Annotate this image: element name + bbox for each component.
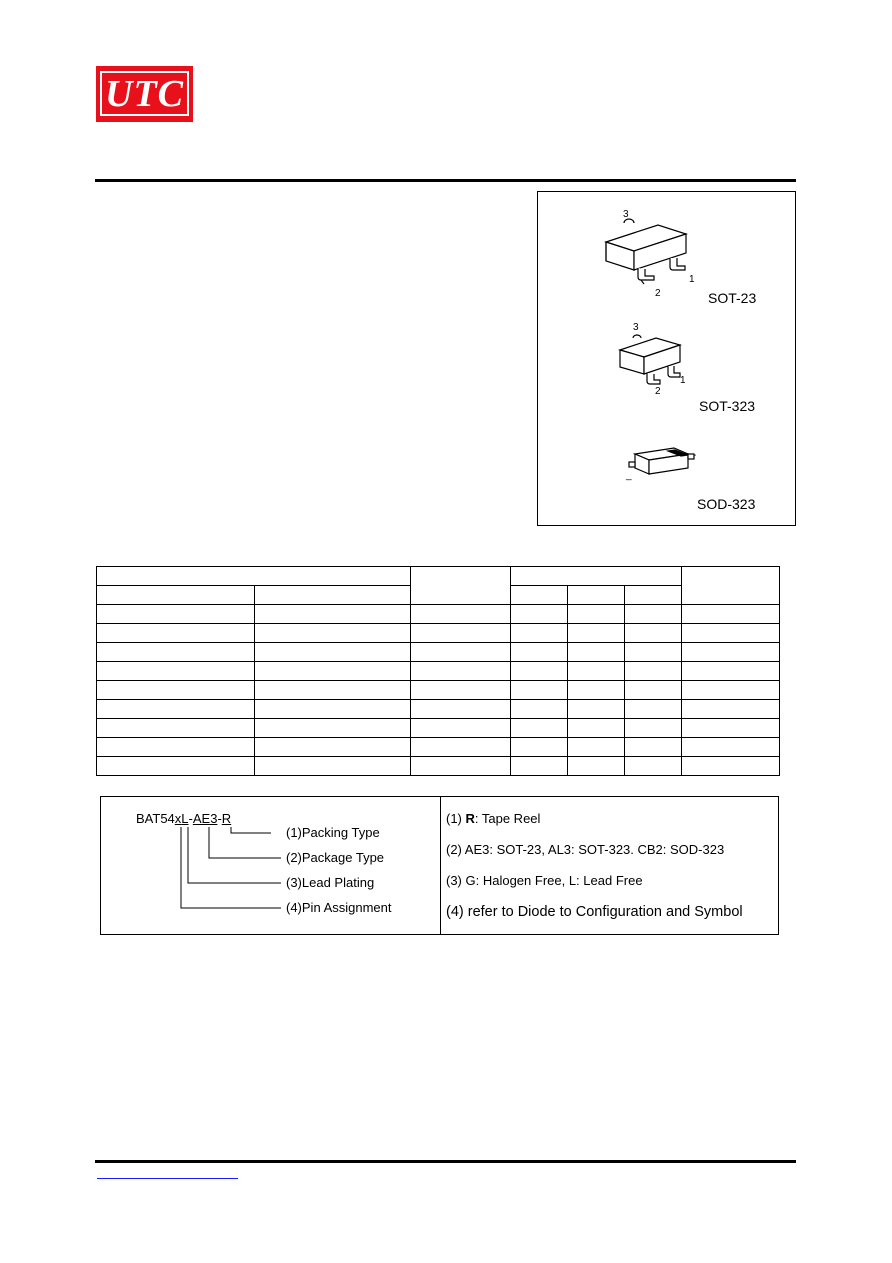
utc-logo: [96, 66, 193, 122]
table-row: [97, 643, 780, 662]
specification-table: [96, 566, 780, 776]
table-cell: [97, 586, 255, 605]
table-header-cell: [511, 567, 682, 586]
code-packing-type: R: [221, 811, 232, 826]
package-outline-box: [537, 191, 796, 526]
table-row: [97, 681, 780, 700]
header-rule: [95, 179, 796, 182]
ordering-information-box: [100, 796, 779, 935]
table-header-cell: [411, 567, 511, 605]
utc-logo-text: UTC: [105, 72, 184, 115]
table-header-cell: [97, 567, 411, 586]
footer-rule: [95, 1160, 796, 1163]
code-base: BAT54: [136, 811, 175, 826]
sot-323-drawing: [620, 335, 680, 384]
footer-website-link[interactable]: [97, 1178, 238, 1179]
ordering-note-1: (1) R: Tape Reel: [446, 811, 541, 826]
code-dash: -: [217, 811, 222, 826]
sot-323-pin-2: 2: [655, 386, 661, 397]
sot-323-pin-1: 1: [680, 375, 686, 386]
utc-logo-frame: [100, 71, 189, 116]
table-cell: [568, 586, 625, 605]
ordering-item-pin-assignment: (4)Pin Assignment: [286, 900, 392, 915]
table-header-cell: [682, 567, 780, 605]
code-lead-plating: L: [181, 811, 189, 826]
sod-323-label: SOD-323: [697, 496, 756, 512]
sot-23-pin-1: 1: [689, 274, 695, 285]
code-dash: -: [188, 811, 193, 826]
table-cell: [255, 586, 411, 605]
sot-23-pin-3: 3: [623, 209, 629, 220]
code-package-type: AE3: [192, 811, 218, 826]
sod-323-pin-cathode: _: [626, 470, 632, 481]
table-row: [97, 605, 780, 624]
sot-323-pin-3: 3: [633, 322, 639, 333]
table-row: [97, 662, 780, 681]
sot-23-drawing: [606, 219, 686, 284]
ordering-item-packing-type: (1)Packing Type: [286, 825, 380, 840]
table-row: [97, 757, 780, 776]
table-row: [97, 719, 780, 738]
table-header-row: [97, 567, 780, 586]
ordering-note-3: (3) G: Halogen Free, L: Lead Free: [446, 873, 643, 888]
sod-323-drawing: [629, 448, 697, 474]
table-row: [97, 700, 780, 719]
ordering-item-package-type: (2)Package Type: [286, 850, 385, 865]
table-cell: [511, 586, 568, 605]
ordering-item-lead-plating: (3)Lead Plating: [286, 875, 375, 890]
ordering-divider: [440, 797, 441, 934]
table-row: [97, 738, 780, 757]
table-cell: [625, 586, 682, 605]
table-row: [97, 624, 780, 643]
sod-323-pin-anode: -: [693, 450, 697, 461]
sot-23-pin-2: 2: [655, 288, 661, 299]
package-drawings: [538, 192, 797, 527]
ordering-note-2: (2) AE3: SOT-23, AL3: SOT-323. CB2: SOD-323: [446, 842, 725, 857]
code-pin-assignment: x: [174, 811, 182, 826]
ordering-note-4: (4) refer to Diode to Configuration and Symbol: [446, 904, 743, 920]
sot-323-label: SOT-323: [699, 398, 756, 414]
sot-23-label: SOT-23: [708, 290, 757, 306]
